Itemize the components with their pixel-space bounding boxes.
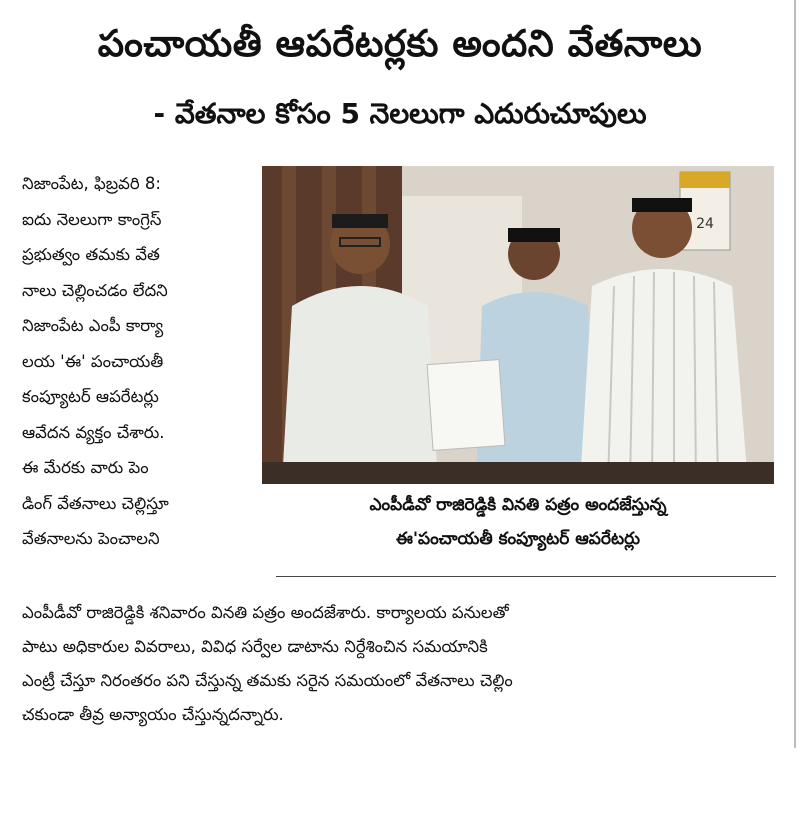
headline: పంచాయతీ ఆపరేటర్లకు అందని వేతనాలు	[97, 22, 703, 65]
lead-line: ప్రభుత్వం తమకు వేత	[22, 245, 160, 264]
lead-line: ఐదు నెలలుగా కాంగ్రెస్	[22, 209, 162, 229]
lead-line: ఈ మేరకు వారు పెం	[22, 458, 149, 477]
body-line: పాటు అధికారుల వివరాలు, వివిధ సర్వేల డాటాను నిర్దేశించిన సమయానికి	[22, 637, 488, 656]
caption-line: ఎంపీడీవో రాజిరెడ్డికి వినతి పత్రం అందజేస్తున్న	[369, 495, 667, 515]
body-line: చకుండా తీవ్ర అన్యాయం చేస్తున్నదన్నారు.	[22, 705, 284, 724]
subheadline: - వేతనాల కోసం 5 నెలలుగా ఎదురుచూపులు	[153, 97, 647, 130]
lead-line: డింగ్ వేతనాలు చెల్లిస్తూ	[22, 493, 169, 513]
body-text	[22, 596, 782, 732]
person-right-shirt	[580, 269, 748, 484]
lead-line: నిజాంపేట, ఫిబ్రవరి 8:	[22, 174, 161, 193]
person-left-hair	[332, 214, 388, 228]
page-edge	[794, 0, 796, 748]
lead-line: నిజాంపేట ఎంపీ కార్యా	[22, 316, 164, 335]
news-photo	[262, 166, 774, 484]
table	[262, 462, 774, 484]
person-left-shirt	[282, 286, 438, 484]
lead-line: లయ 'ఈ' పంచాయతీ	[22, 351, 164, 371]
lead-line: నాలు చెల్లించడం లేదని	[22, 280, 168, 300]
lead-line: ఆవేదన వ్యక్తం చేశారు.	[22, 422, 165, 442]
petition-paper	[427, 360, 505, 451]
body-line: ఎంపీడీవో రాజిరెడ్డికి శనివారం వినతి పత్రం అందజేశారు. కార్యాలయ పనులతో	[22, 603, 509, 622]
person-middle-hair	[508, 228, 560, 242]
caption-divider	[276, 576, 776, 577]
photo-caption	[262, 488, 774, 556]
calendar-header	[680, 172, 730, 188]
photo-illustration	[262, 166, 774, 484]
body-line: ఎంట్రీ చేస్తూ నిరంతరం పని చేస్తున్న తమకు సరైన సమయంలో వేతనాలు చెల్లిం	[22, 671, 513, 690]
caption-line: ఈ'పంచాయతీ కంప్యూటర్ ఆపరేటర్లు	[395, 529, 641, 549]
lead-column	[22, 166, 254, 557]
lead-line: కంప్యూటర్ ఆపరేటర్లు	[22, 387, 159, 406]
calendar-number: 24	[696, 216, 714, 232]
lead-line: వేతనాలను పెంచాలని	[22, 529, 160, 548]
person-right-hair	[632, 198, 692, 212]
